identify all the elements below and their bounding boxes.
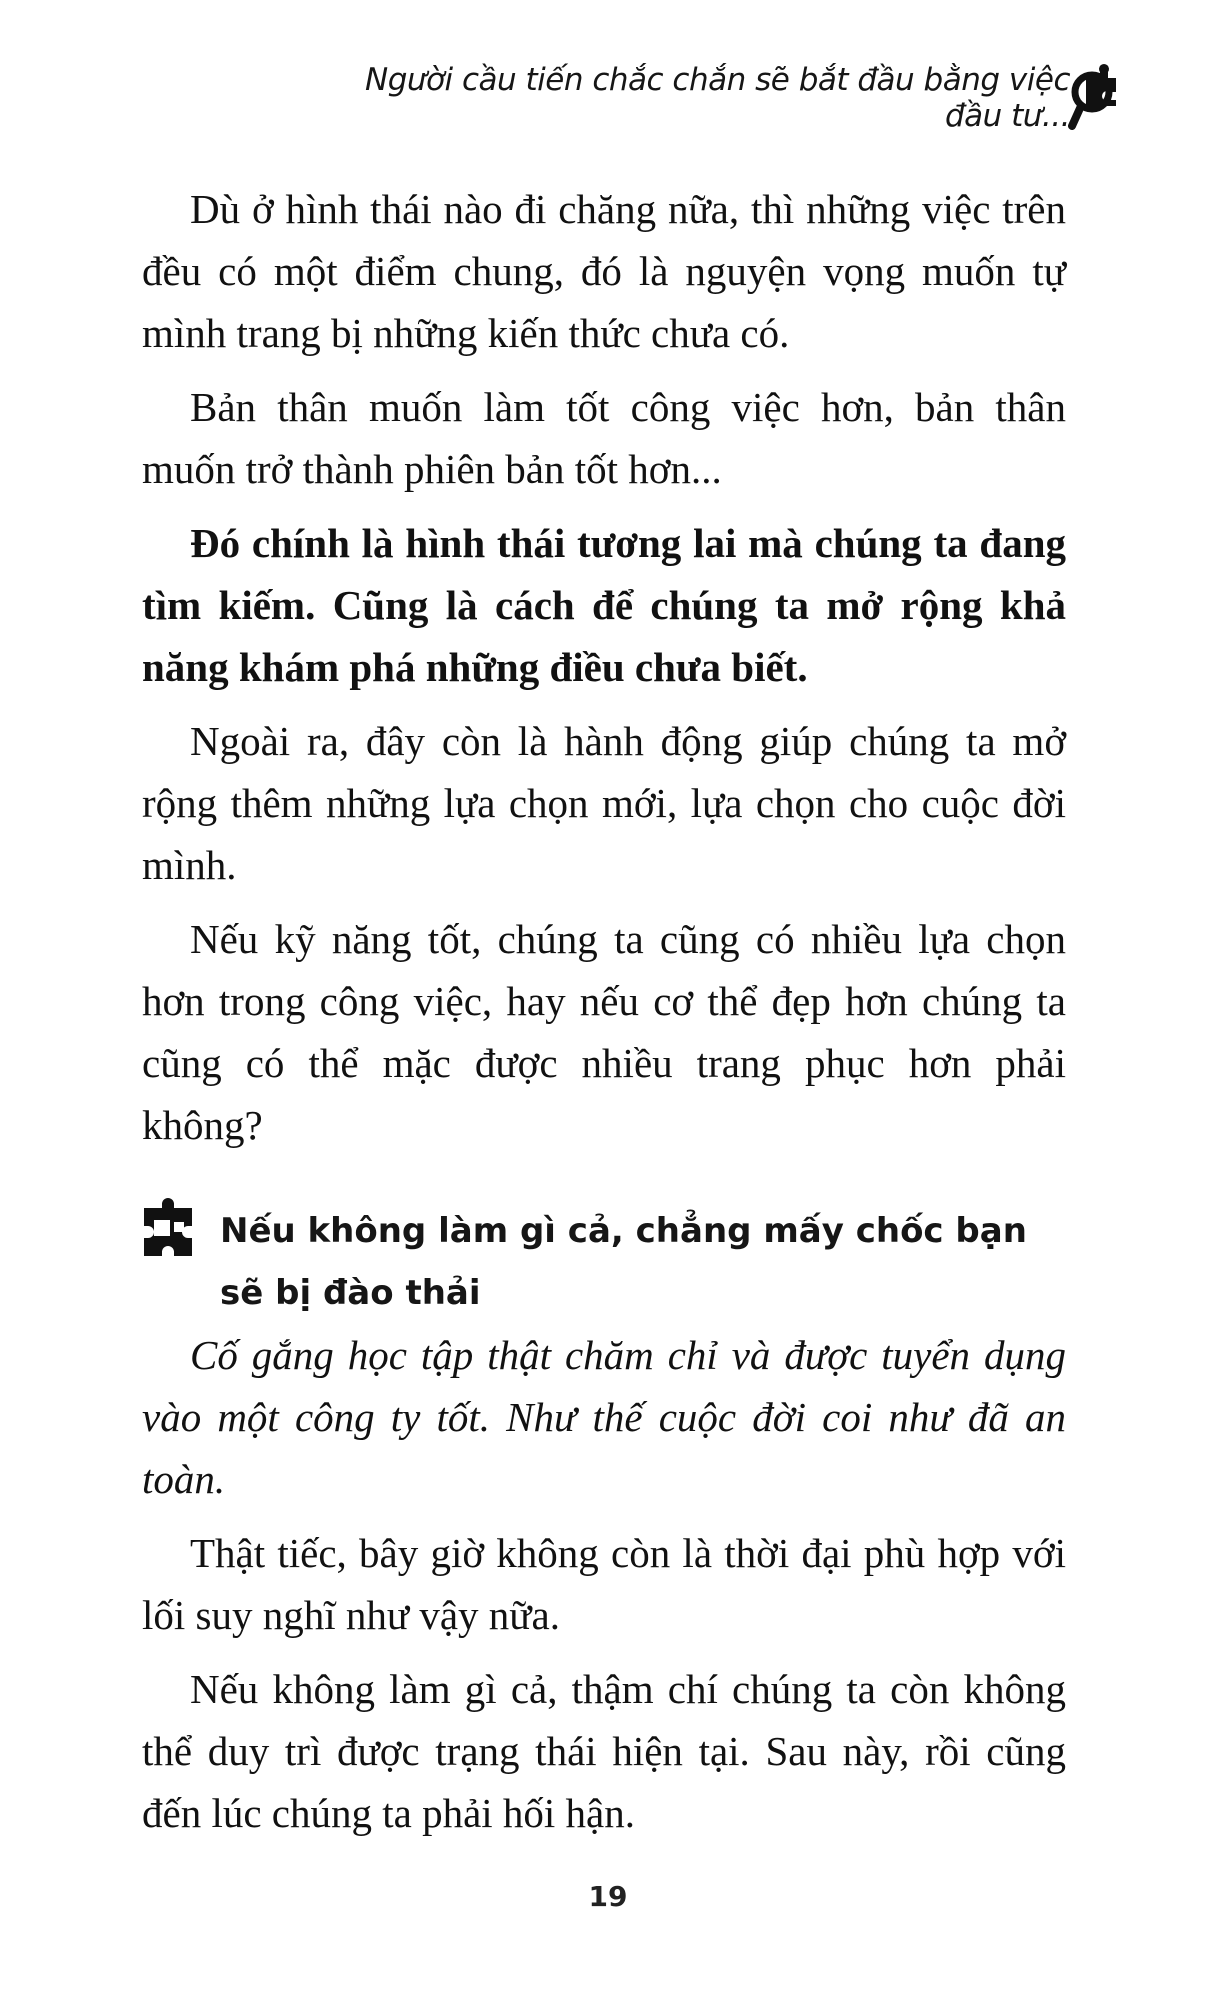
magnifier-puzzle-icon [1068,58,1124,134]
paragraph-4: Ngoài ra, đây còn là hành động giúp chúng ta mở rộng thêm những lựa chọn mới, lựa chọn cho cuộc đời mình. [142,718,1066,888]
paragraph-2: Bản thân muốn làm tốt công việc hơn, bản thân muốn trở thành phiên bản tốt hơn... [142,384,1066,492]
paragraph-italic: Cố gắng học tập thật chăm chỉ và được tuyển dụng vào một công ty tốt. Như thế cuộc đời coi như đã an toàn. [142,1332,1066,1502]
paragraph-7: Nếu không làm gì cả, thậm chí chúng ta còn không thể duy trì được trạng thái hiện tại. Sau này, rồi cũng đến lúc chúng ta phải hối hận. [142,1666,1066,1836]
paragraph-1: Dù ở hình thái nào đi chăng nữa, thì những việc trên đều có một điểm chung, đó là nguyện vọng muốn tự mình trang bị những kiến thức chưa có. [142,186,1066,356]
puzzle-icon [138,1194,204,1264]
page-body [142,178,1066,1844]
paragraph-5: Nếu kỹ năng tốt, chúng ta cũng có nhiều lựa chọn hơn trong công việc, hay nếu cơ thể đẹp hơn chúng ta cũng có thể mặc được nhiều trang phục hơn phải không? [142,916,1066,1148]
page-number: 19 [588,1880,628,1913]
running-header: Người cầu tiến chắc chắn sẽ bắt đầu bằng việc đầu tư... [365,62,1070,134]
section-heading-text: Nếu không làm gì cả, chẳng mấy chốc bạn sẽ bị đào thải [220,1211,1027,1313]
section-heading [142,1200,1066,1324]
paragraph-3-bold: Đó chính là hình thái tương lai mà chúng ta đang tìm kiếm. Cũng là cách để chúng ta mở rộng khả năng khám phá những điều chưa biết. [142,520,1066,690]
paragraph-6: Thật tiếc, bây giờ không còn là thời đại phù hợp với lối suy nghĩ như vậy nữa. [142,1530,1066,1638]
